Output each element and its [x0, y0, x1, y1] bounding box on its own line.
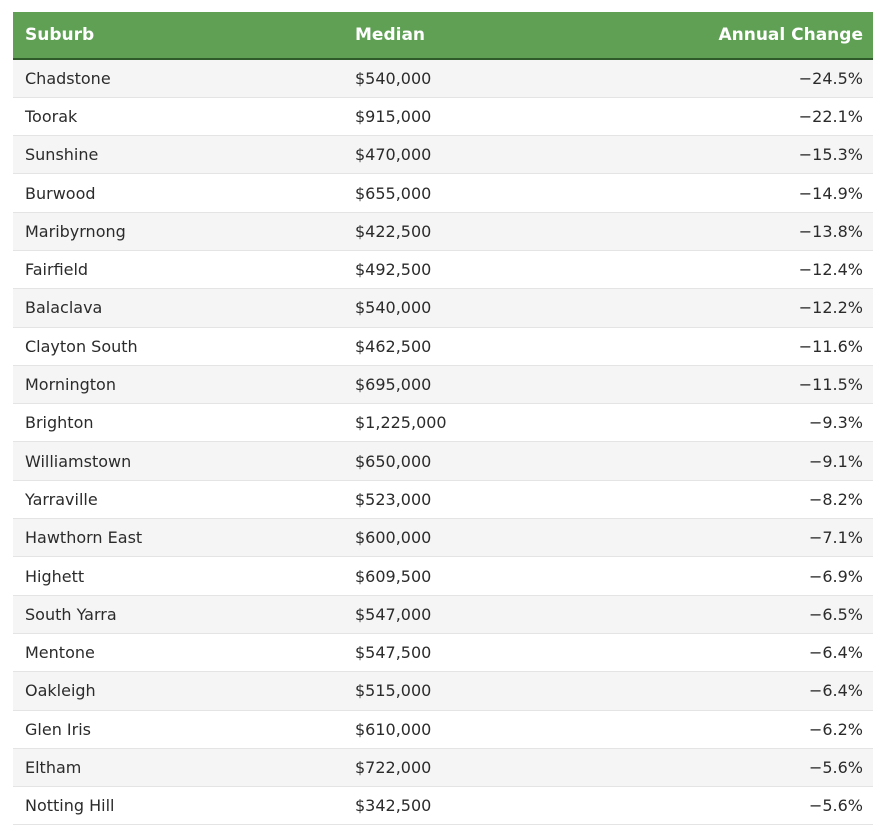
cell-annual-change: −15.3%	[603, 136, 873, 174]
table-row	[13, 519, 873, 557]
cell-suburb: Hawthorn East	[13, 519, 343, 557]
cell-median: $540,000	[343, 289, 603, 327]
cell-median: $342,500	[343, 787, 603, 825]
cell-annual-change: −12.2%	[603, 289, 873, 327]
cell-suburb: Notting Hill	[13, 787, 343, 825]
cell-suburb: Fairfield	[13, 250, 343, 288]
cell-annual-change: −14.9%	[603, 174, 873, 212]
cell-median: $610,000	[343, 710, 603, 748]
table-row	[13, 97, 873, 135]
cell-annual-change: −11.5%	[603, 365, 873, 403]
cell-median: $540,000	[343, 59, 603, 97]
table-row	[13, 365, 873, 403]
table-row	[13, 250, 873, 288]
cell-annual-change: −5.6%	[603, 787, 873, 825]
suburb-price-table-container	[13, 12, 873, 825]
cell-suburb: Williamstown	[13, 442, 343, 480]
cell-median: $655,000	[343, 174, 603, 212]
cell-annual-change: −8.2%	[603, 480, 873, 518]
table-row	[13, 710, 873, 748]
table-row	[13, 748, 873, 786]
cell-median: $462,500	[343, 327, 603, 365]
cell-suburb: Burwood	[13, 174, 343, 212]
table-row	[13, 289, 873, 327]
cell-suburb: South Yarra	[13, 595, 343, 633]
cell-suburb: Mornington	[13, 365, 343, 403]
cell-suburb: Brighton	[13, 404, 343, 442]
table-header-row	[13, 12, 873, 59]
cell-annual-change: −6.5%	[603, 595, 873, 633]
table-row	[13, 442, 873, 480]
cell-median: $523,000	[343, 480, 603, 518]
cell-annual-change: −6.2%	[603, 710, 873, 748]
cell-suburb: Toorak	[13, 97, 343, 135]
cell-median: $1,225,000	[343, 404, 603, 442]
cell-suburb: Maribyrnong	[13, 212, 343, 250]
cell-annual-change: −5.6%	[603, 748, 873, 786]
table-row	[13, 59, 873, 97]
cell-median: $600,000	[343, 519, 603, 557]
table-row	[13, 557, 873, 595]
table-row	[13, 327, 873, 365]
cell-median: $915,000	[343, 97, 603, 135]
column-header-suburb: Suburb	[13, 12, 343, 59]
table-row	[13, 136, 873, 174]
table-row	[13, 480, 873, 518]
cell-annual-change: −13.8%	[603, 212, 873, 250]
cell-median: $492,500	[343, 250, 603, 288]
cell-suburb: Chadstone	[13, 59, 343, 97]
cell-annual-change: −24.5%	[603, 59, 873, 97]
cell-suburb: Eltham	[13, 748, 343, 786]
cell-annual-change: −9.1%	[603, 442, 873, 480]
cell-annual-change: −11.6%	[603, 327, 873, 365]
cell-annual-change: −6.9%	[603, 557, 873, 595]
cell-annual-change: −22.1%	[603, 97, 873, 135]
cell-median: $547,000	[343, 595, 603, 633]
table-row	[13, 212, 873, 250]
cell-suburb: Highett	[13, 557, 343, 595]
table-row	[13, 672, 873, 710]
cell-annual-change: −9.3%	[603, 404, 873, 442]
cell-annual-change: −6.4%	[603, 633, 873, 671]
table-row	[13, 633, 873, 671]
cell-suburb: Yarraville	[13, 480, 343, 518]
cell-median: $650,000	[343, 442, 603, 480]
table-row	[13, 595, 873, 633]
cell-median: $515,000	[343, 672, 603, 710]
suburb-price-table	[13, 12, 873, 825]
cell-suburb: Mentone	[13, 633, 343, 671]
cell-suburb: Oakleigh	[13, 672, 343, 710]
cell-suburb: Sunshine	[13, 136, 343, 174]
cell-median: $722,000	[343, 748, 603, 786]
cell-annual-change: −6.4%	[603, 672, 873, 710]
cell-median: $547,500	[343, 633, 603, 671]
cell-suburb: Glen Iris	[13, 710, 343, 748]
table-row	[13, 404, 873, 442]
cell-suburb: Clayton South	[13, 327, 343, 365]
table-row	[13, 174, 873, 212]
cell-annual-change: −7.1%	[603, 519, 873, 557]
table-header	[13, 12, 873, 59]
table-row	[13, 787, 873, 825]
cell-suburb: Balaclava	[13, 289, 343, 327]
cell-median: $422,500	[343, 212, 603, 250]
cell-annual-change: −12.4%	[603, 250, 873, 288]
table-body	[13, 59, 873, 825]
column-header-annual-change: Annual Change	[603, 12, 873, 59]
column-header-median: Median	[343, 12, 603, 59]
cell-median: $609,500	[343, 557, 603, 595]
cell-median: $470,000	[343, 136, 603, 174]
cell-median: $695,000	[343, 365, 603, 403]
